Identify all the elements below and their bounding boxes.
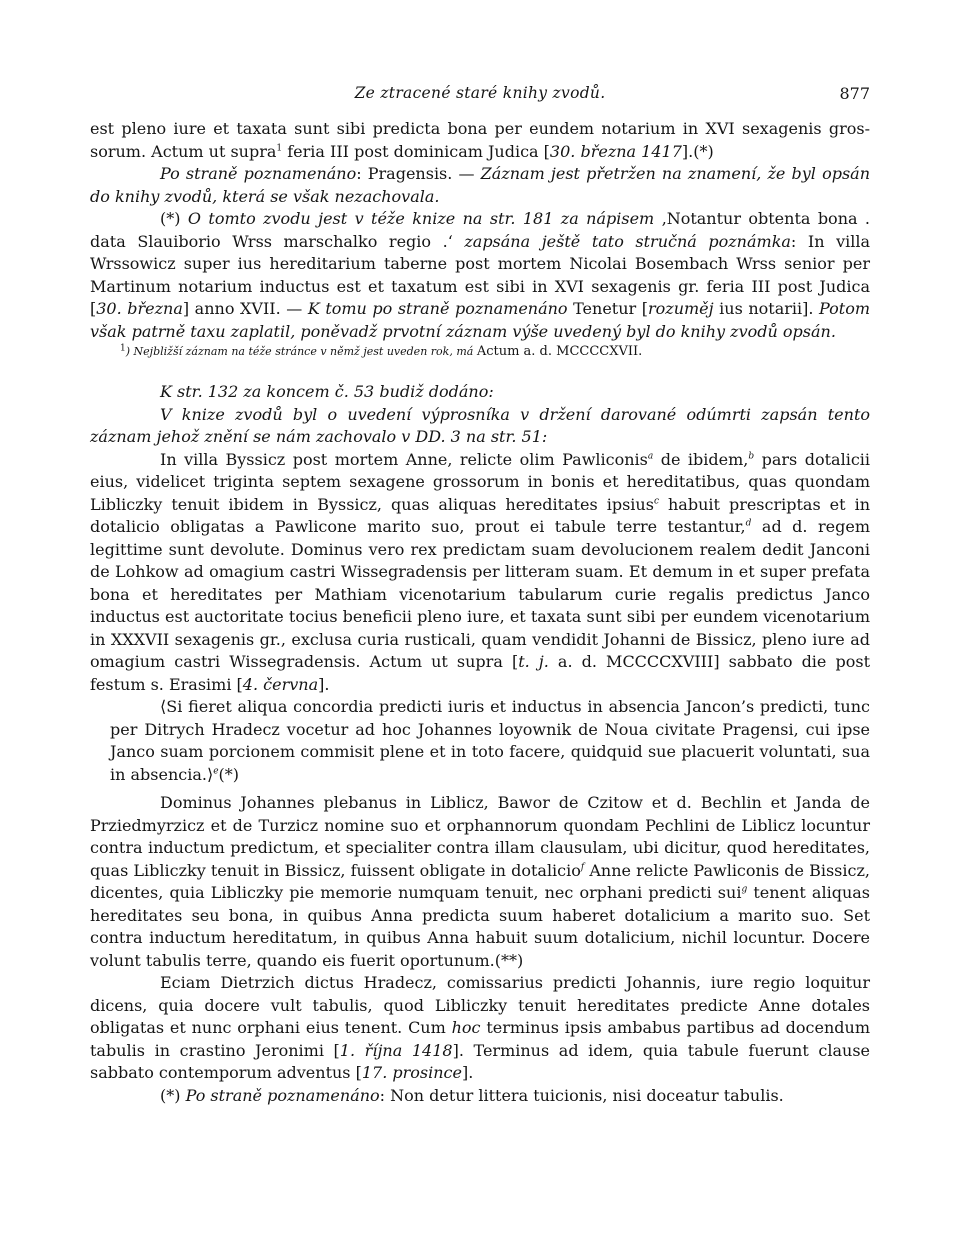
note-mark: (*) bbox=[160, 1085, 186, 1105]
commentary: Potom však patrně taxu zaplatil, poněvadž prvotní záznam výše uvedený byl do knihy zvodů opsán. bbox=[90, 299, 871, 341]
footnote-ref: a bbox=[647, 451, 654, 462]
text-span: ].(*) bbox=[681, 141, 714, 161]
note-o-tomto bbox=[90, 208, 870, 343]
latin-text: Tenetur [ bbox=[567, 299, 648, 318]
last-note bbox=[90, 1085, 870, 1108]
document-page bbox=[90, 84, 870, 1107]
note-mark: (*) bbox=[160, 209, 188, 228]
latin-text: ]. bbox=[318, 674, 330, 694]
latin-text: Eciam Dietrzich dictus Hradecz, comissarius predicti Johannis, iure regio loquitur dicens, quia docere vult tabulis, quod Libliczky tenuit hereditates predicte Anne dotales obligatas et nunc orphani eius tenent. Cum bbox=[90, 973, 870, 1037]
footnote-ref: e bbox=[213, 766, 219, 777]
note-text: : Non detur littera tuicionis, nisi doceatur tabulis. bbox=[379, 1085, 784, 1105]
addendum-heading: K str. 132 za koncem č. 53 budiž dodáno: bbox=[160, 382, 494, 401]
latin-text: pars dotalicii eius, videlicet triginta septem sexagene grossorum in bonis et hereditatibus, quas quondam Libliczky tenuit ibidem in Byssicz, quas aliquas hereditates ipsius bbox=[90, 449, 871, 514]
margin-note bbox=[90, 163, 870, 208]
text-span: sorum. Actum ut supra bbox=[90, 141, 277, 161]
text-span: feria III post dominicam Judica [ bbox=[282, 141, 550, 161]
note-label: Po straně poznamenáno bbox=[185, 1085, 380, 1105]
dominus-johannes-paragraph bbox=[90, 792, 870, 972]
date-gloss: 4. června bbox=[242, 674, 319, 694]
date-gloss: 30. března 1417 bbox=[549, 141, 682, 161]
continuation-paragraph bbox=[90, 118, 870, 163]
footnote-text: ) Nejbližší záznam na téže stránce v němž jest uveden rok, má bbox=[125, 345, 477, 358]
note-mark: (*) bbox=[218, 764, 240, 784]
note-text: : Pragensis. — bbox=[356, 164, 481, 183]
date-gloss: 17. prosince bbox=[361, 1063, 462, 1082]
latin-text: ius notarii]. bbox=[713, 299, 820, 318]
latin-text: Dominus Johannes plebanus in Liblicz, Bawor de Czitow et d. Bechlin et Janda de Prziedmyrzicz et de Turzicz nomine suo et orphannorum quondam Pechlini de Liblicz locuntur contra inductum predictum, et specialiter contra illam clausulam, ubi dicitur, quod hereditates, quas Libliczky tenuit in Bissicz, fuissent obligate in dotalicio bbox=[90, 793, 870, 880]
latin-text: a. d. MCCCCXVIII] sabbato die post festum s. Erasimi [ bbox=[90, 652, 870, 694]
footnote-mark: 1 bbox=[120, 343, 126, 354]
latin-text: ⟨Si fieret aliqua concordia predicti iuris et inductus in absencia Jancon’s predicti, tunc per Ditrych Hradecz vocetur ad hoc Johannes loyownik de Noua civitate Pragensi, cui ipse Janco suam porcionem commisit plene et in toto facere, quidquid sue placuerit voluntati, sua in absencia.⟩ bbox=[110, 697, 870, 784]
quoted-heading: ‚Notantur obtenta bona . data Slauiborio Wrss marschalko regio .‘ bbox=[90, 209, 871, 251]
footnote-ref: c bbox=[653, 496, 659, 507]
footnote-ref: g bbox=[741, 884, 748, 895]
footnote-ref: 1 bbox=[276, 143, 283, 154]
commentary: O tomto zvodu jest v téže knize na str. 181 za nápisem bbox=[187, 209, 662, 228]
footnote-ref: f bbox=[580, 862, 585, 873]
running-title: Ze ztracené staré knihy zvodů. bbox=[354, 84, 606, 102]
latin-text: ]. Terminus ad idem, quia tabule fuerunt clause sabbato contemporum adventus [ bbox=[90, 1040, 870, 1082]
latin-text: habuit prescriptas et in dotalicio obligatas a Pawlicone marito suo, prout ei tabule terre testantur, bbox=[90, 494, 871, 536]
latin-text: de ibidem, bbox=[653, 449, 749, 469]
byssicz-paragraph bbox=[90, 449, 870, 697]
latin-text: ]. bbox=[461, 1063, 474, 1082]
footnote bbox=[90, 343, 870, 361]
note-label: Po straně poznamenáno bbox=[160, 164, 357, 183]
latin-text: terminus ipsis ambabus partibus ad docendum tabulis in crastino Jeronimi [ bbox=[90, 1018, 871, 1060]
eciam-paragraph bbox=[90, 972, 870, 1085]
footnote-text: Actum a. d. MCCCCXVII. bbox=[476, 344, 643, 359]
latin-text: ad d. regem legittime sunt devolute. Dominus vero rex predictam suam devolucionem realem dedit Janconi de Lohkow ad omagium castri Wissegradensis per litteram suam. Et demum in et super prefata bona et hereditates per Mathiam vicenotarium tabularum curie regalis predictus Janco inductus est auctoritate tocius beneficii pleno iure, et taxata sunt sibi per eundem vicenotarium in XXXVII sexagenis gr., exclusa curia rusticali, quam vendidit Johanni de Bissicz, pleno iure ad omagium castri Wissegradensis. Actum ut supra [ bbox=[90, 517, 870, 671]
commentary: K tomu po straně poznamenáno bbox=[307, 299, 568, 318]
footnote-ref: b bbox=[748, 451, 755, 462]
commentary: zapsána ještě tato stručná poznámka bbox=[464, 231, 791, 251]
commentary: rozuměj bbox=[647, 299, 714, 318]
date-gloss: 1. října 1418 bbox=[339, 1040, 453, 1060]
latin-text: ] anno XVII. — bbox=[182, 299, 308, 318]
gloss: t. j. bbox=[518, 652, 549, 671]
text-line: est pleno iure et taxata sunt sibi predicta bona per eundem notarium in XVI sexagenis gros- bbox=[90, 119, 870, 138]
latin-text: tenent aliquas hereditates seu bona, in quibus Anna predicta suum haberet dotalicium a marito suo. Set contra inductum hereditatum, in quibus Anna habuit suum dotalicium, nichil locuntur. Docere volunt tabulis terre, quando eis fuerit oportunum.(**) bbox=[90, 883, 871, 970]
emphasis: hoc bbox=[451, 1018, 481, 1037]
note-commentary: Záznam jest přetržen na znamení, že byl opsán do knihy zvodů, která se však nezachovala. bbox=[90, 164, 870, 206]
footnote-ref: d bbox=[745, 518, 752, 529]
date-gloss: 30. března bbox=[96, 299, 183, 318]
page-number: 877 bbox=[839, 84, 870, 103]
latin-text: In villa Byssicz post mortem Anne, relicte olim Pawliconis bbox=[160, 449, 648, 469]
addendum-intro: V knize zvodů byl o uvedení výprosníka v držení darované odúmrti zapsán tento záznam jehož znění se nám zachovalo v DD. 3 na str. 51: bbox=[90, 404, 870, 446]
running-head bbox=[90, 84, 870, 112]
si-fieret-paragraph bbox=[90, 696, 870, 786]
latin-text: : In villa Wrssowicz super ius hereditarium taberne post mortem Nicolai Bosembach Wrss senior per Martinum notarium inductus est et taxatum est sibi in XVI sexagenis gr. feria III post Judica [ bbox=[90, 231, 870, 318]
latin-text: Anne relicte Pawliconis de Bissicz, dicentes, quia Libliczky pie memorie numquam tenuit, nec orphani predicti sui bbox=[90, 860, 870, 902]
